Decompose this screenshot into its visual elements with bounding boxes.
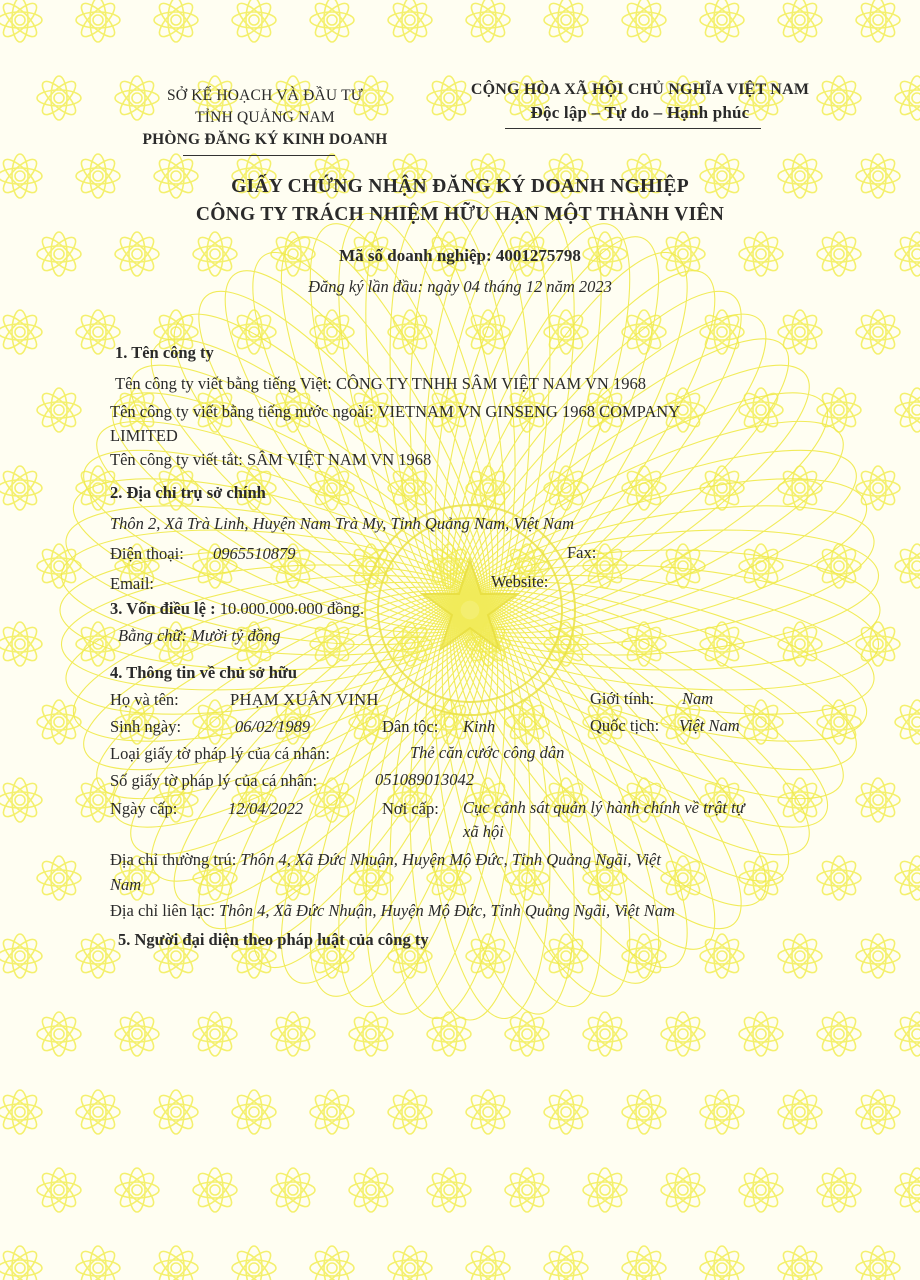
owner-name-label: Họ và tên: [110, 690, 179, 709]
section-2-heading: 2. Địa chỉ trụ sở chính [110, 483, 266, 502]
company-name-foreign-label: Tên công ty viết bằng tiếng nước ngoài: [110, 402, 374, 421]
header-province-line: TỈNH QUẢNG NAM [195, 109, 335, 126]
company-name-short [110, 452, 431, 469]
state-emblem-watermark [365, 505, 575, 715]
certificate-title: GIẤY CHỨNG NHẬN ĐĂNG KÝ DOANH NGHIỆP [231, 176, 689, 197]
nationality-label: Quốc tịch: [590, 716, 660, 735]
phone-label: Điện thoại: [110, 544, 184, 563]
company-name-short-value: SÂM VIỆT NAM VN 1968 [247, 450, 432, 469]
contact-address-value: Thôn 4, Xã Đức Nhuận, Huyện Mộ Đức, Tỉnh Quảng Ngãi, Việt Nam [219, 901, 675, 920]
company-name-foreign-cont: LIMITED [110, 426, 178, 445]
enterprise-code-value: 4001275798 [495, 246, 581, 265]
first-registration-date: Đăng ký lần đầu: ngày 04 tháng 12 năm 2023 [308, 277, 612, 296]
email-label: Email: [110, 574, 154, 593]
head-office-address: Thôn 2, Xã Trà Linh, Huyện Nam Trà My, Tỉnh Quảng Nam, Việt Nam [110, 514, 575, 533]
enterprise-code [0, 247, 920, 264]
id-number-value: 051089013042 [375, 770, 474, 789]
issue-date-value: 12/04/2022 [228, 799, 304, 818]
company-name-short-label: Tên công ty viết tắt: [110, 450, 243, 469]
section-1-heading: 1. Tên công ty [115, 343, 214, 362]
issue-place-value: Cục cảnh sát quản lý hành chính về trật tự [463, 798, 745, 817]
dob-label: Sinh ngày: [110, 717, 182, 736]
charter-capital [110, 601, 364, 618]
issue-date-label: Ngày cấp: [110, 799, 178, 818]
company-name-vn [115, 376, 646, 393]
permanent-address-value: Thôn 4, Xã Đức Nhuận, Huyện Mộ Đức, Tỉnh Quảng Ngãi, Việt [240, 850, 661, 869]
website-label: Website: [491, 572, 549, 591]
header-office-line: PHÒNG ĐĂNG KÝ KINH DOANH [142, 131, 388, 148]
company-type-title: CÔNG TY TRÁCH NHIỆM HỮU HẠN MỘT THÀNH VIÊN [195, 204, 725, 225]
id-number-label: Số giấy tờ pháp lý của cá nhân: [110, 771, 318, 790]
header-left-underline [183, 155, 335, 156]
contact-address [110, 903, 675, 920]
ethnicity-value: Kinh [463, 717, 496, 736]
company-name-foreign-value: VIETNAM VN GINSENG 1968 COMPANY [377, 402, 681, 421]
gender-label: Giới tính: [590, 689, 655, 708]
permanent-address-cont: Nam [110, 875, 142, 894]
charter-capital-words: Bằng chữ: Mười tỷ đồng [118, 626, 281, 645]
company-name-foreign [110, 404, 680, 421]
nationality-value: Việt Nam [679, 716, 740, 735]
header-motto-line: Độc lập – Tự do – Hạnh phúc [530, 103, 750, 122]
id-type-label: Loại giấy tờ pháp lý của cá nhân: [110, 744, 330, 763]
contact-address-label: Địa chỉ liên lạc: [110, 901, 215, 920]
section-5-heading: 5. Người đại diện theo pháp luật của công ty [118, 930, 429, 949]
header-ministry-line: SỞ KẾ HOẠCH VÀ ĐẦU TƯ [166, 87, 364, 104]
id-type-value: Thẻ căn cước công dân [410, 743, 565, 762]
ethnicity-label: Dân tộc: [382, 717, 439, 736]
owner-name-value: PHẠM XUÂN VINH [230, 690, 379, 709]
fax-label: Fax: [567, 543, 597, 562]
issue-place-label: Nơi cấp: [382, 799, 439, 818]
permanent-address [110, 852, 661, 869]
header-right-underline [505, 128, 761, 129]
issue-place-value-cont: xã hội [463, 822, 504, 841]
permanent-address-label: Địa chỉ thường trú: [110, 850, 237, 869]
company-name-vn-label: Tên công ty viết bằng tiếng Việt: [115, 374, 332, 393]
header-country-line: CỘNG HÒA XÃ HỘI CHỦ NGHĨA VIỆT NAM [470, 81, 810, 98]
phone-value: 0965510879 [213, 544, 296, 563]
gender-value: Nam [682, 689, 714, 708]
dob-value: 06/02/1989 [235, 717, 311, 736]
enterprise-code-label: Mã số doanh nghiệp: [339, 246, 492, 265]
section-4-heading: 4. Thông tin về chủ sở hữu [110, 663, 298, 682]
company-name-vn-value: CÔNG TY TNHH SÂM VIỆT NAM VN 1968 [335, 374, 646, 393]
charter-capital-value: 10.000.000.000 đồng. [219, 599, 365, 618]
section-3-heading: 3. Vốn điều lệ : [110, 599, 216, 618]
